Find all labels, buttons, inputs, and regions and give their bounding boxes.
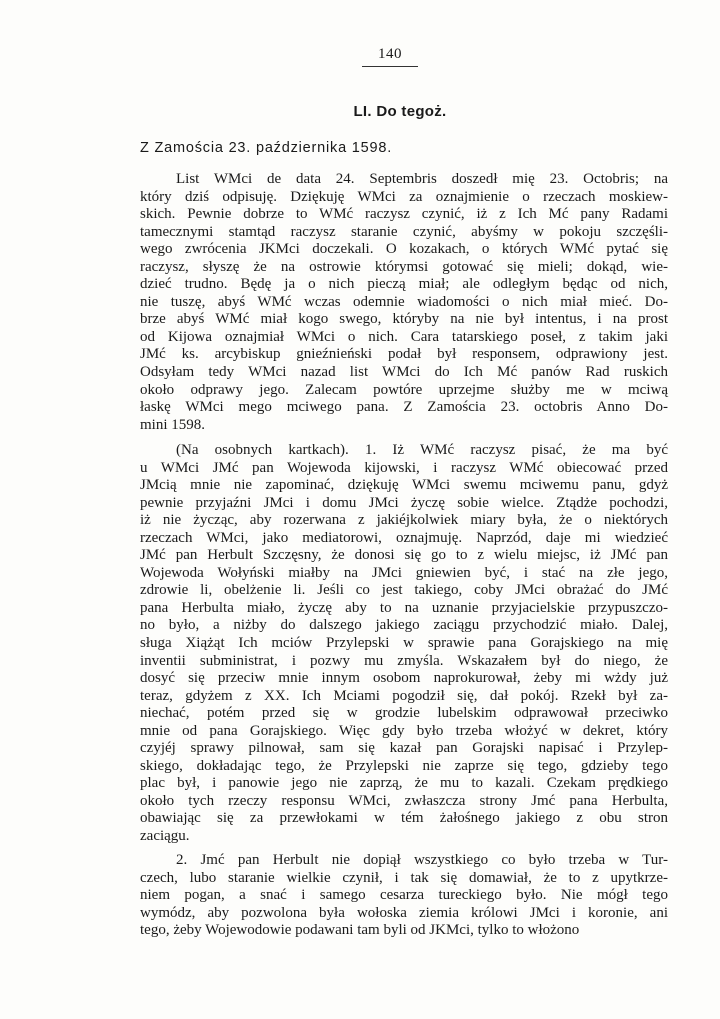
text-line: mnie od pana Gorajskiego. Więc gdy było trzeba włożyć w dekret, który (140, 722, 668, 739)
text-line: tego, żeby Wojewodowie podawani tam byli od JKMci, tylko to włożono (140, 922, 580, 939)
text-line: obawiając się za przewłokami w tém żałośnego jakiego z obu stron (140, 810, 668, 827)
page-number: 140 (378, 46, 402, 62)
text-line: tamecznymi stamtąd raczysz staranie czynić, abyśmy w pokoju szczęśli- (140, 223, 668, 240)
text-line: pana Herbulta miało, życzę aby to na uznanie przyjacielskie przypuszczo- (140, 599, 668, 616)
text-line: JMć pan Herbult Szczęsny, że donosi się go to z wielu miejsc, iż JMć pan (140, 547, 668, 564)
text-line: około odprawy jego. Zalecam powtóre uprzejme służby me w mciwą (140, 381, 668, 398)
text-line: około tych rzeczy responsu WMci, zwłaszcza strony Jmć pana Herbulta, (140, 792, 668, 809)
text-line: sługa Xiążąt Ich mciów Przylepski w sprawie pana Gorajskiego na mię (140, 635, 668, 652)
paragraph-separate-cards (140, 442, 668, 846)
page-number-rule (362, 66, 418, 67)
text-line: nie tuszę, abyś WMć wczas odemnie wiadomości o nich miał mieć. Do- (140, 293, 668, 310)
text-line: rzeczach WMci, jako mediatorowi, oznajmuję. Naprzód, daje mi wiedzieć (140, 529, 668, 546)
text-line: Wojewoda Wołyński miałby na JMci gniewien być, i stać na złe jego, (140, 564, 668, 581)
text-line: 2. Jmć pan Herbult nie dopiął wszystkiego co było trzeba w Tur- (176, 852, 668, 868)
text-line: wego zwrócenia JKMci doczekali. O kozakach, o których WMć pytać się (140, 241, 668, 258)
text-line: zaciągu. (140, 828, 190, 845)
text-line: teraz, gdyżem z XX. Ich Mciami pogodził się, dał pokój. Rzekł był za- (140, 687, 668, 704)
text-line: skich. Pewnie dobrze to WMć raczysz czynić, iż z Ich Mć pany Radami (140, 206, 668, 223)
text-line: (Na osobnych kartkach). 1. Iż WMć raczysz pisać, że ma być (176, 442, 668, 458)
text-line: czyjéj sprawy pilnował, sam się kazał pan Gorajski napisać i Przylep- (140, 740, 668, 757)
text-line: u WMci JMć pan Wojewoda kijowski, i raczysz WMć obiecować przed (140, 459, 668, 476)
text-line: wymódz, aby pozwolona była wołoska ziemia królowi JMci i koronie, ani (140, 904, 668, 921)
text-line: łaskę WMci mego mciwego pana. Z Zamościa 23. octobris Anno Do- (140, 399, 668, 416)
text-line: brze abyś WMć miał kogo swego, któryby na nie był intentus, i na prost (140, 311, 668, 328)
text-line: skiego, dokładając tego, że Przylepski nie zaprze się tego, gdzieby tego (140, 757, 668, 774)
letter-heading: LI. Do tegoż. (353, 103, 447, 120)
text-line: niechać, potém przed się w grodzie lubelskim odprawował przeciwko (140, 705, 668, 722)
text-line: zdrowie li, obelżenie li. Jeśli co jest takiego, coby JMci obrażać do JMć (140, 582, 668, 599)
text-line: od Kijowa oznajmiał WMci o nich. Cara tatarskiego poseł, z takim jaki (140, 328, 668, 345)
text-line: dosyć się przeciw mnie innym osobom naprokurował, żeby mi wżdy już (140, 670, 668, 687)
text-line: JMcią mnie nie zapominać, dziękuję WMci swemu mciwemu panu, gdyż (140, 477, 668, 494)
text-line: pewnie przyjaźni JMci i domu JMci życzę sobie wielce. Ztądże pochodzi, (140, 494, 668, 511)
text-line: iż nie życząc, aby rozerwana z jakiéjkolwiek miary była, że o niektórych (140, 512, 668, 529)
text-line: raczysz, słyszę że na ostrowie którymsi gotować się mieli; dokąd, wie- (140, 258, 668, 275)
text-line: no było, a niżby do dalszego jakiego zaciągu przychodzić miało. Dalej, (140, 617, 668, 634)
text-line: czech, lubo staranie wielkie czynił, i tak się domawiał, że to z upytkrze- (140, 869, 668, 886)
text-line: plac był, i panowie jego nie zaprzą, że mu to kazali. Czekam prędkiego (140, 775, 668, 792)
paragraph-main-letter (140, 171, 668, 434)
text-line: Odsyłam tedy WMci nazad list WMci do Ich Mć panów Rad ruskich (140, 364, 668, 381)
text-line: mini 1598. (140, 416, 206, 433)
text-line: inventii subministrat, i pozwy mu zmyśla. Wskazałem był do niego, że (140, 652, 668, 669)
text-line: List WMci de data 24. Septembris doszedł mię 23. Octobris; na (176, 171, 668, 187)
letter-dateline: Z Zamościa 23. października 1598. (140, 140, 393, 156)
text-line: który dziś odpisuję. Dziękuję WMci za oznajmienie o rzeczach moskiew- (140, 188, 668, 205)
text-line: dzieć trudno. Będę ja o nich pieczą miał; ale odległym będąc od nich, (140, 276, 668, 293)
text-line: JMć ks. arcybiskup gnieźnieński podał był responsem, odprawiony jest. (140, 346, 668, 363)
text-line: niem pogan, a snać i samego cesarza tureckiego było. Nie mógł tego (140, 887, 668, 904)
paragraph-point-two (140, 852, 668, 940)
